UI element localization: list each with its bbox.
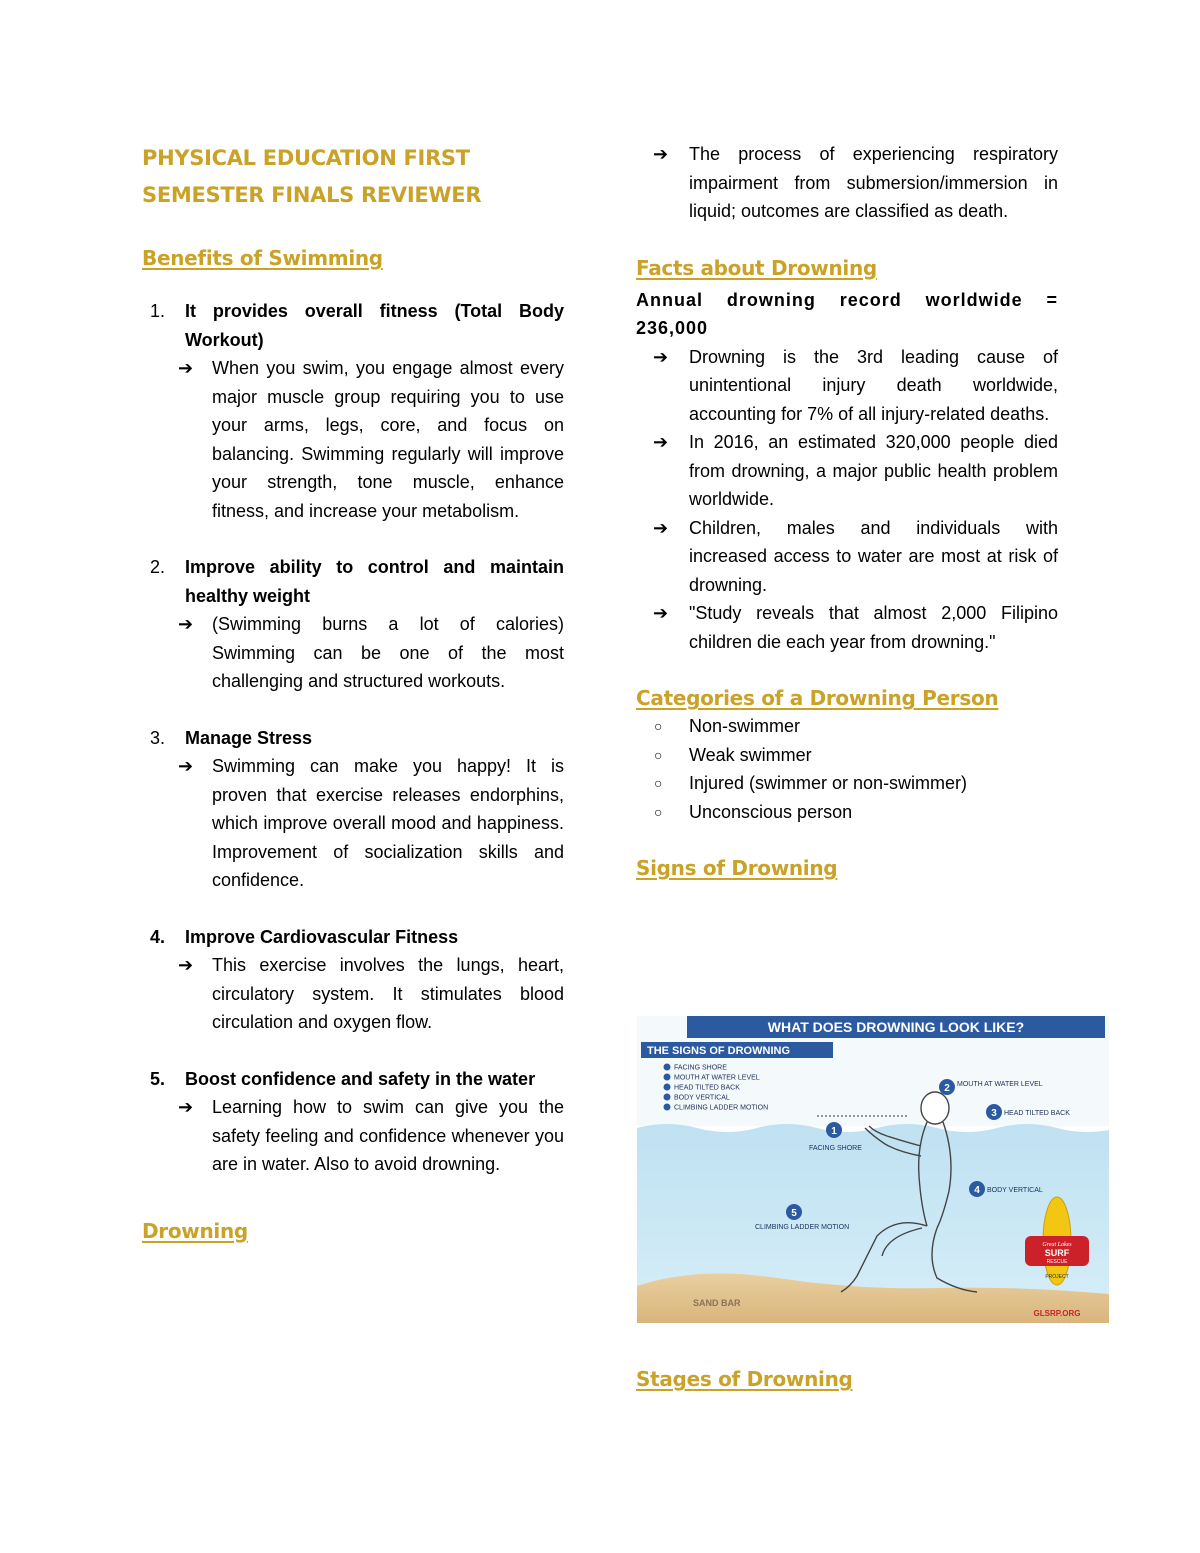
label-mouth: MOUTH AT WATER LEVEL [957,1081,1043,1088]
facts-heading: Facts about Drowning [636,255,877,280]
arrow-icon: ➔ [178,955,194,975]
list-item [142,923,564,952]
benefits-heading: Benefits of Swimming [142,246,383,270]
bullet-text: Swimming can make you happy! It is proven that exercise releases endorphins, which improve overall mood and happiness. Improvement of socialization skills and confidence. [212,756,564,890]
definition-text: The process of experiencing respiratory impairment from submersion/immersion in liquid; outcomes are classified as death. [689,144,1058,221]
list-item-title: Boost confidence and safety in the water [185,1068,536,1089]
list-item-text: Injured (swimmer or non-swimmer) [689,773,968,793]
list-item-text: Non-swimmer [689,716,801,736]
bullet-item [142,354,564,525]
bullet-text: In 2016, an estimated 320,000 people died from drowning, a major public health problem worldwide. [689,432,1058,509]
list-item [142,724,564,753]
bullet-item [636,428,1058,514]
bullet-text: (Swimming burns a lot of calories) Swimming can be one of the most challenging and structured workouts. [212,614,564,691]
bullet-item [142,610,564,696]
right-column [636,140,1058,880]
list-item-text: Weak swimmer [689,744,812,765]
logo-text-4: PROJECT [1045,1274,1069,1280]
bullet-item [142,752,564,895]
left-column [142,140,564,1243]
arrow-icon: ➔ [178,1097,194,1117]
list-number: 3. [150,727,166,748]
list-number: 1. [150,301,166,321]
logo-site: GLSRP.ORG [1033,1309,1081,1318]
arrow-icon: ➔ [653,144,669,164]
figure-subbanner-text: THE SIGNS OF DROWNING [647,1045,790,1057]
label-head: HEAD TILTED BACK [1004,1110,1070,1117]
signs-heading: Signs of Drowning [636,856,838,880]
stages-heading: Stages of Drowning [636,1367,853,1391]
list-number: 4. [150,926,166,947]
svg-text:2: 2 [944,1083,950,1094]
legend-item: BODY VERTICAL [674,1094,730,1102]
arrow-icon: ➔ [653,346,669,367]
circle-bullet-icon: ○ [654,746,663,763]
label-climbing: CLIMBING LADDER MOTION [755,1224,850,1231]
bullet-text: When you swim, you engage almost every major muscle group requiring you to use your arms, legs, core, and focus on balancing. Swimming regularly will improve your strength, tone muscle, enhance fitness, and increase your metabolism. [212,358,564,521]
bullet-text: Drowning is the 3rd leading cause of unintentional injury death worldwide, accounting for 7% of all injury-related deaths. [689,346,1058,424]
list-item [636,712,1058,741]
bullet-item [636,343,1058,429]
categories-heading: Categories of a Drowning Person [636,686,999,710]
arrow-icon: ➔ [653,517,669,538]
categories-list [636,712,1058,826]
facts-list [636,343,1058,657]
list-item [142,553,564,610]
list-item [142,1065,564,1094]
svg-text:1: 1 [831,1126,837,1137]
label-body: BODY VERTICAL [987,1187,1043,1194]
bullet-item [636,514,1058,600]
bullet-item [636,599,1058,656]
legend-item: CLIMBING LADDER MOTION [674,1104,769,1112]
drowning-heading: Drowning [142,1218,248,1243]
list-item-title: It provides overall fitness (Total Body Workout) [185,301,564,350]
list-item-title: Improve Cardiovascular Fitness [185,926,459,947]
legend-item: FACING SHORE [674,1064,727,1072]
bullet-text: Children, males and individuals with increased access to water are most at risk of drowning. [689,517,1058,595]
legend-item: HEAD TILTED BACK [674,1084,740,1092]
list-number: 5. [150,1068,166,1089]
list-item-title: Manage Stress [185,727,313,748]
bullet-item [142,951,564,1037]
logo-text-3: RESCUE [1046,1259,1068,1265]
label-facing: FACING SHORE [809,1145,862,1152]
circle-bullet-icon: ○ [654,803,663,820]
logo-text-2: SURF [1044,1248,1070,1258]
list-item [636,798,1058,827]
circle-bullet-icon: ○ [654,775,663,791]
arrow-icon: ➔ [178,756,194,776]
list-item-title: Improve ability to control and maintain healthy weight [185,557,564,606]
list-number: 2. [150,557,166,577]
drowning-signs-illustration [637,1016,1109,1323]
bullet-text: Learning how to swim can give you the safety feeling and confidence whenever you are in water. Also to avoid drowning. [212,1097,564,1174]
svg-text:3: 3 [991,1108,997,1119]
legend-item: MOUTH AT WATER LEVEL [674,1074,760,1082]
arrow-icon: ➔ [653,432,669,452]
list-item [636,741,1058,770]
bullet-text: This exercise involves the lungs, heart, circulatory system. It stimulates blood circulation and oxygen flow. [212,955,564,1032]
figure-banner-text: WHAT DOES DROWNING LOOK LIKE? [767,1019,1025,1035]
bullet-text: "Study reveals that almost 2,000 Filipino children die each year from drowning." [689,603,1058,652]
annual-record: Annual drowning record worldwide = 236,000 [636,289,1058,338]
arrow-icon: ➔ [178,614,194,634]
list-item [142,297,564,354]
benefits-list [142,297,564,1179]
circle-bullet-icon: ○ [654,718,663,734]
document-title [142,140,564,214]
drowning-definition [636,140,1058,226]
svg-text:4: 4 [974,1185,980,1196]
list-item-text: Unconscious person [689,801,853,822]
title-line-1: PHYSICAL EDUCATION FIRST [142,146,470,170]
drowning-signs-figure [637,1016,1109,1323]
arrow-icon: ➔ [178,358,194,378]
svg-text:5: 5 [791,1208,797,1219]
arrow-icon: ➔ [653,603,669,623]
bullet-item [142,1093,564,1179]
list-item [636,769,1058,798]
logo-text-1: Great Lakes [1042,1242,1072,1248]
sand-bar-label: SAND BAR [693,1298,741,1308]
title-line-2: SEMESTER FINALS REVIEWER [142,183,482,207]
